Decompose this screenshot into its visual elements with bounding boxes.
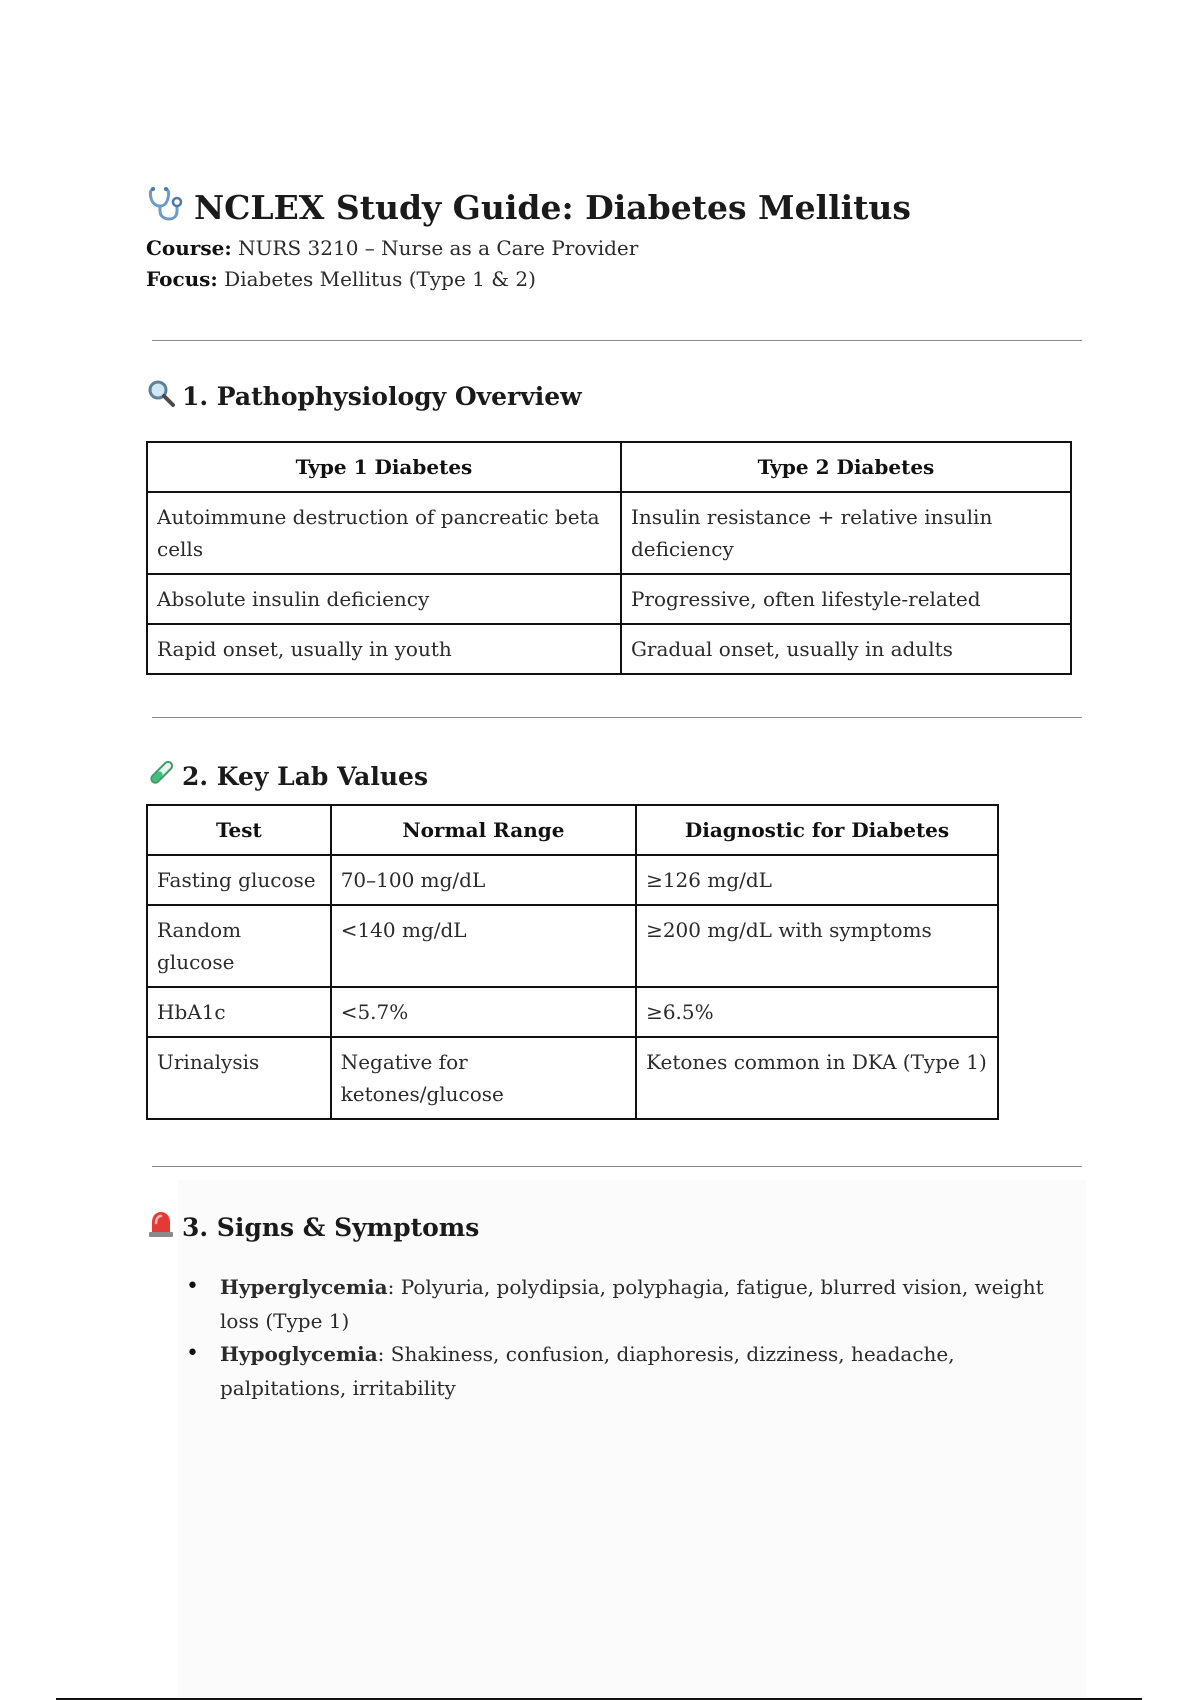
test-tube-icon xyxy=(146,758,176,794)
list-item-term: Hypoglycemia xyxy=(220,1342,378,1366)
table-cell: 70–100 mg/dL xyxy=(331,855,636,905)
section-3-heading xyxy=(146,1209,479,1245)
section-1-heading xyxy=(146,378,582,414)
section-2-title: 2. Key Lab Values xyxy=(182,761,429,791)
table-cell: ≥126 mg/dL xyxy=(636,855,998,905)
background-tint xyxy=(178,1180,1086,1698)
list-item xyxy=(186,1337,1086,1405)
divider xyxy=(152,717,1082,718)
table-cell: Autoimmune destruction of pancreatic beta cells xyxy=(147,492,621,574)
column-header: Type 1 Diabetes xyxy=(147,442,621,492)
course-line xyxy=(146,236,638,260)
table-row xyxy=(147,492,1071,574)
column-header: Test xyxy=(147,805,331,855)
table-cell: ≥200 mg/dL with symptoms xyxy=(636,905,998,987)
table-cell: Absolute insulin deficiency xyxy=(147,574,621,624)
table-cell: <140 mg/dL xyxy=(331,905,636,987)
list-item-text: : Shakiness, confusion, diaphoresis, dizziness, headache, palpitations, irritability xyxy=(220,1342,955,1400)
table-cell: Gradual onset, usually in adults xyxy=(621,624,1071,674)
list-item-term: Hyperglycemia xyxy=(220,1275,388,1299)
table-header-row xyxy=(147,442,1071,492)
column-header: Diagnostic for Diabetes xyxy=(636,805,998,855)
title-text: NCLEX Study Guide: Diabetes Mellitus xyxy=(194,187,911,227)
list-item xyxy=(186,1270,1086,1338)
table-cell: Rapid onset, usually in youth xyxy=(147,624,621,674)
table-cell: Ketones common in DKA (Type 1) xyxy=(636,1037,998,1119)
column-header: Type 2 Diabetes xyxy=(621,442,1071,492)
section-3-title: 3. Signs & Symptoms xyxy=(182,1212,480,1242)
focus-line xyxy=(146,267,536,291)
table-row xyxy=(147,987,998,1037)
stethoscope-icon xyxy=(146,183,186,231)
course-value: NURS 3210 – Nurse as a Care Provider xyxy=(238,236,639,260)
course-label: Course: xyxy=(146,236,232,260)
divider xyxy=(152,1166,1082,1167)
pathophysiology-table xyxy=(146,441,1072,675)
table-header-row xyxy=(147,805,998,855)
table-row xyxy=(147,624,1071,674)
table-cell: Progressive, often lifestyle-related xyxy=(621,574,1071,624)
symptoms-list xyxy=(186,1270,1086,1404)
list-item-text: : Polyuria, polydipsia, polyphagia, fatigue, blurred vision, weight loss (Type 1) xyxy=(220,1275,1044,1333)
table-cell: Negative for ketones/glucose xyxy=(331,1037,636,1119)
table-row xyxy=(147,1037,998,1119)
column-header: Normal Range xyxy=(331,805,636,855)
section-1-title: 1. Pathophysiology Overview xyxy=(182,381,582,411)
table-row xyxy=(147,574,1071,624)
page-title xyxy=(146,183,911,231)
table-cell: HbA1c xyxy=(147,987,331,1037)
divider xyxy=(152,340,1082,341)
table-cell: Random glucose xyxy=(147,905,331,987)
siren-icon xyxy=(146,1209,176,1245)
table-cell: Insulin resistance + relative insulin deficiency xyxy=(621,492,1071,574)
table-cell: ≥6.5% xyxy=(636,987,998,1037)
section-2-heading xyxy=(146,758,428,794)
table-cell: Fasting glucose xyxy=(147,855,331,905)
table-cell: Urinalysis xyxy=(147,1037,331,1119)
table-row xyxy=(147,905,998,987)
focus-value: Diabetes Mellitus (Type 1 & 2) xyxy=(224,267,536,291)
table-cell: <5.7% xyxy=(331,987,636,1037)
lab-values-table xyxy=(146,804,999,1120)
magnifier-icon xyxy=(146,378,176,414)
focus-label: Focus: xyxy=(146,267,218,291)
table-row xyxy=(147,855,998,905)
